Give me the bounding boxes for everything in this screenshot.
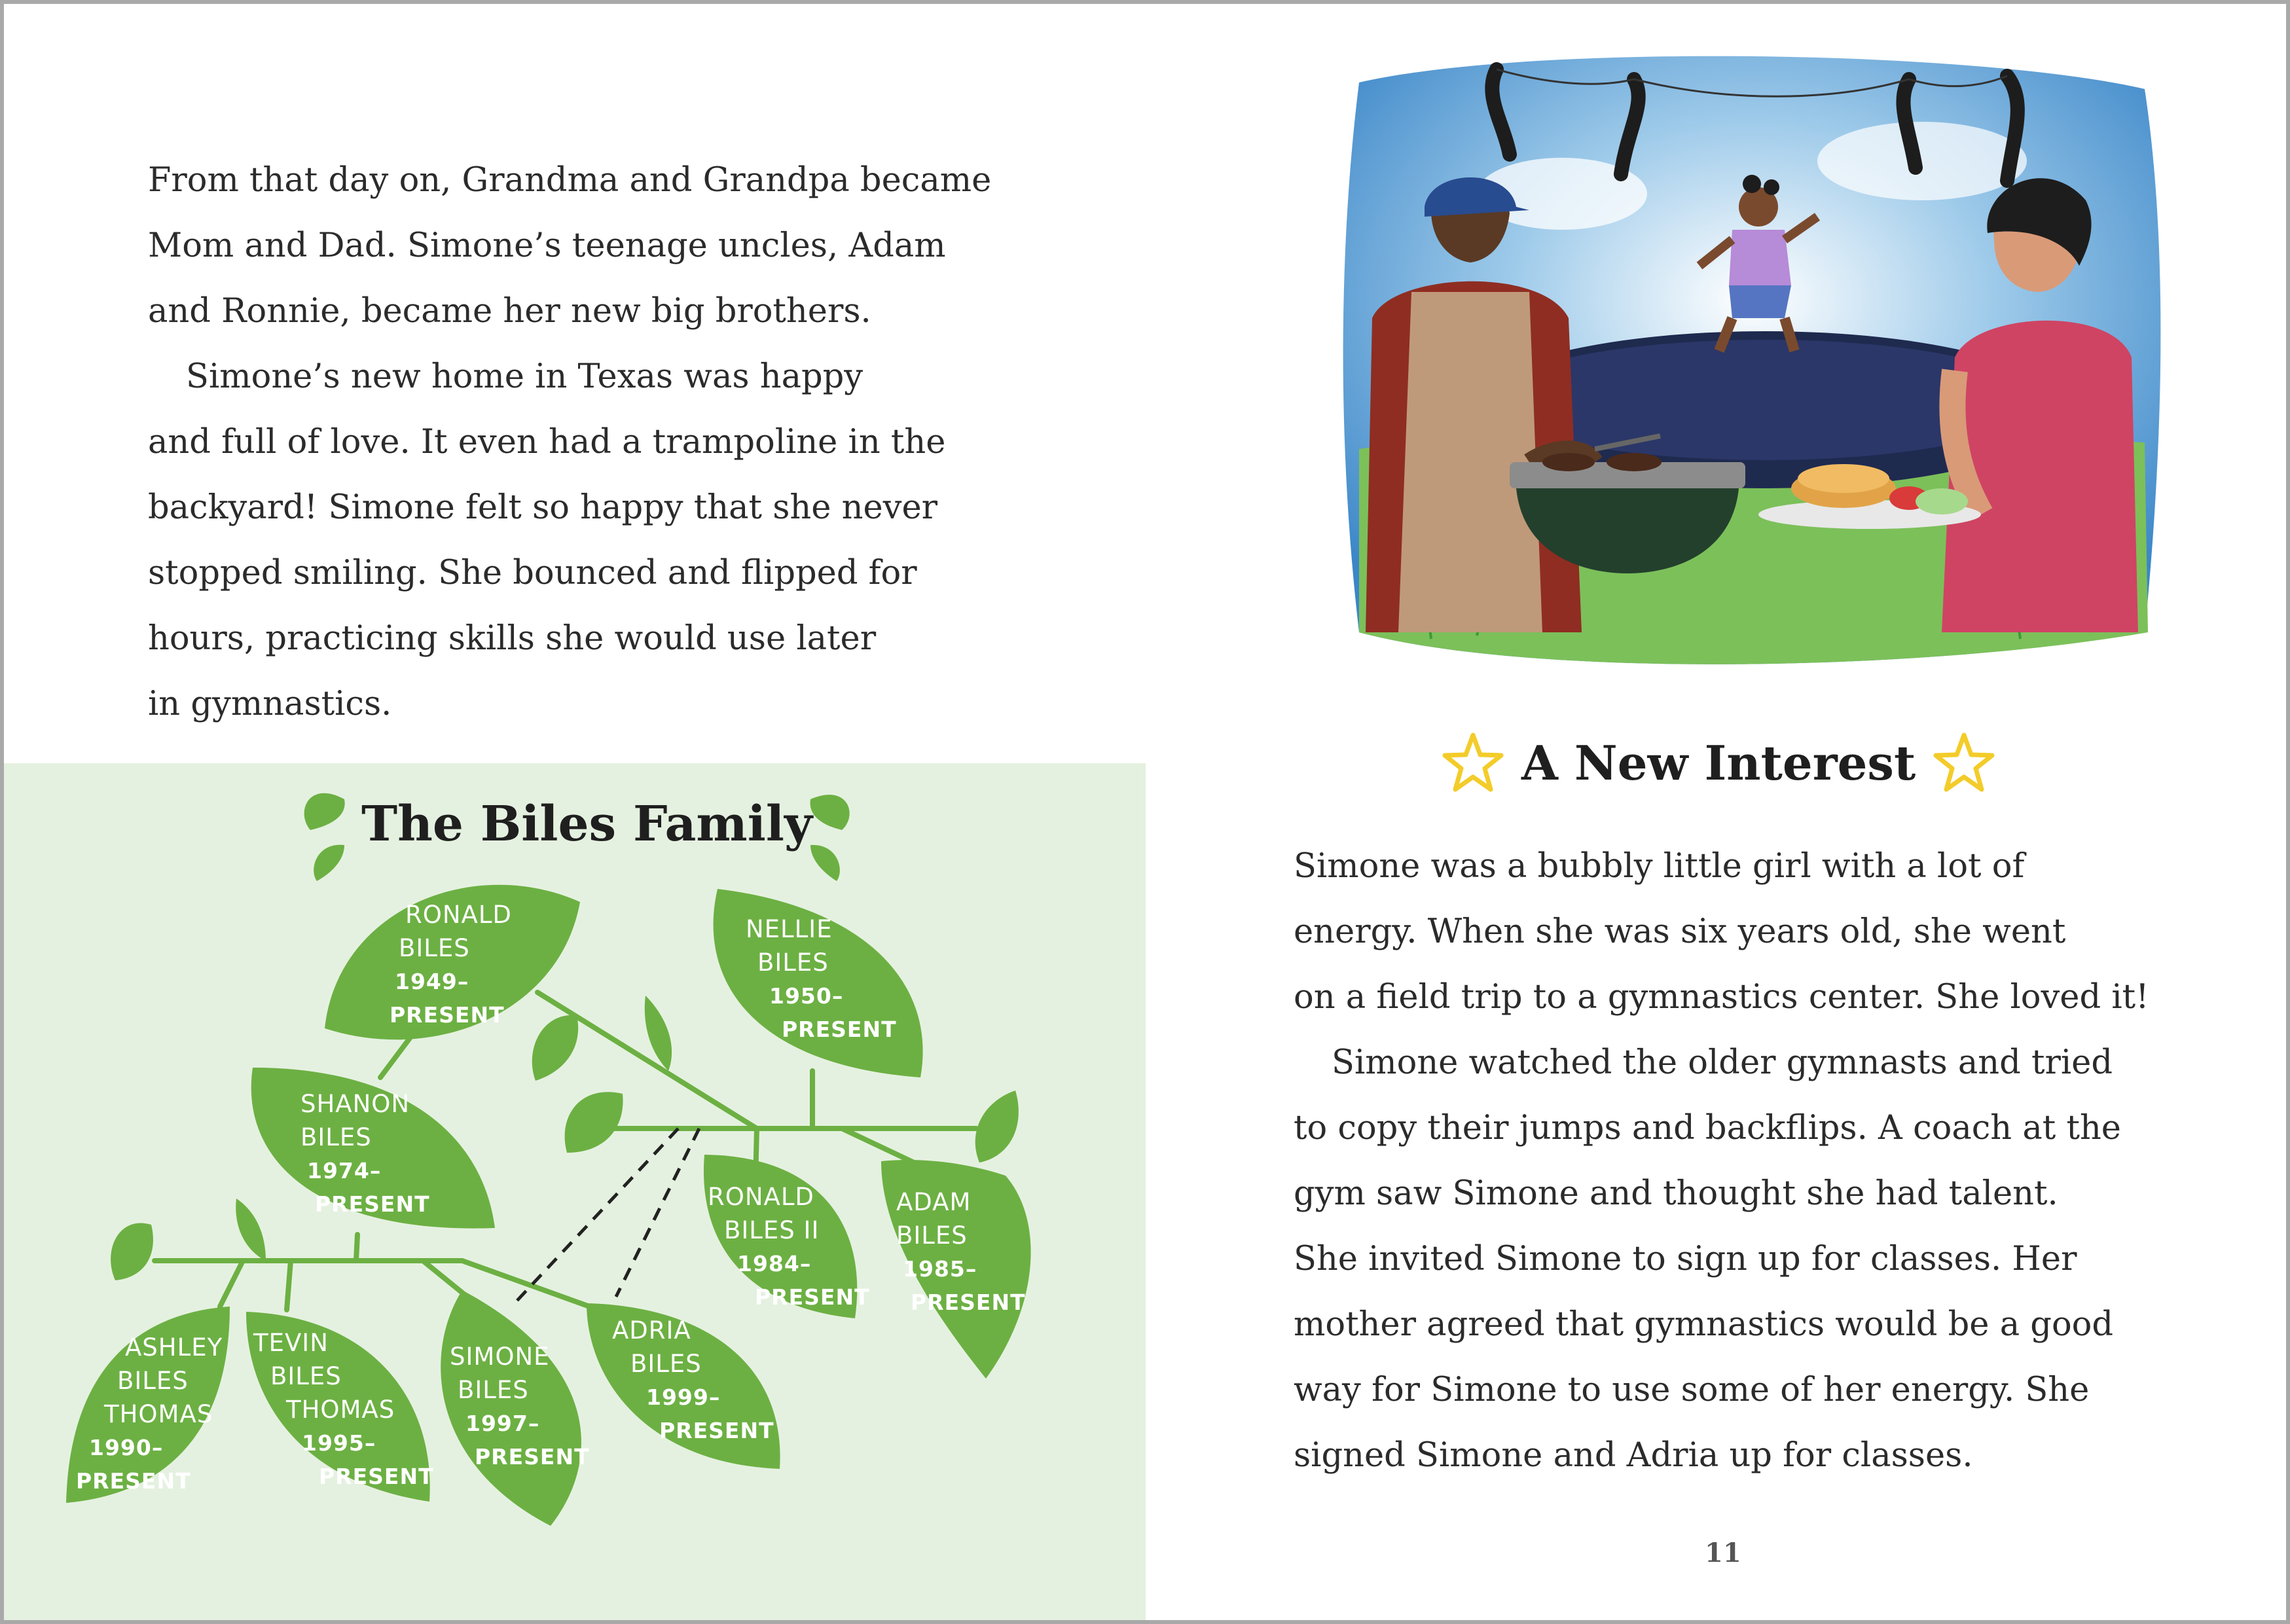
- star-icon: [1442, 731, 1504, 794]
- branch: [287, 1261, 291, 1310]
- text-line: and Ronnie, became her new big brothers.: [148, 292, 871, 331]
- member-years: 1949–: [395, 969, 469, 994]
- page-number: 11: [1705, 1538, 1741, 1568]
- branch: [220, 1261, 243, 1307]
- member-name: BILES: [757, 948, 829, 977]
- member-name: BILES: [896, 1221, 968, 1250]
- text-line: on a field trip to a gymnastics center. She loved it!: [1294, 978, 2149, 1017]
- member-name: BILES: [399, 934, 470, 962]
- text-line: hours, practicing skills she would use later: [148, 619, 877, 658]
- text-line: Simone was a bubbly little girl with a lot of: [1294, 847, 2025, 886]
- text-line: Simone watched the older gymnasts and tried: [1332, 1043, 2113, 1082]
- member-years: PRESENT: [755, 1284, 870, 1310]
- member-name: BILES: [270, 1362, 342, 1390]
- section-heading-text: A New Interest: [1521, 734, 1916, 791]
- right-paragraph-1: [1294, 834, 2149, 1030]
- member-nellie: [746, 912, 897, 1046]
- leaf-icon: [314, 845, 344, 881]
- star-icon: [1933, 731, 1995, 794]
- leaf-icon: [236, 1199, 266, 1261]
- text-line: Simone’s new home in Texas was happy: [186, 357, 863, 396]
- leaf-icon: [304, 793, 345, 830]
- member-years: PRESENT: [659, 1418, 774, 1443]
- text-line: in gymnastics.: [148, 685, 392, 723]
- branch: [380, 1038, 410, 1077]
- member-name: ADRIA: [612, 1316, 691, 1344]
- text-line: way for Simone to use some of her energy. She: [1294, 1371, 2090, 1409]
- member-years: 1999–: [646, 1384, 721, 1410]
- book-spread: [4, 4, 2286, 1620]
- member-simone: [450, 1340, 590, 1473]
- member-ashley: [76, 1331, 223, 1498]
- member-years: 1995–: [302, 1430, 376, 1456]
- branch: [842, 1128, 914, 1163]
- member-tevin: [253, 1326, 434, 1493]
- member-name: ASHLEY: [125, 1333, 223, 1362]
- dashed-line: [515, 1128, 678, 1303]
- member-years: PRESENT: [76, 1468, 191, 1494]
- member-years: PRESENT: [475, 1444, 590, 1470]
- section-heading: [1442, 731, 2286, 794]
- member-years: PRESENT: [390, 1002, 505, 1028]
- member-name: SIMONE: [450, 1343, 550, 1371]
- member-years: PRESENT: [911, 1290, 1026, 1315]
- member-years: 1997–: [465, 1411, 540, 1436]
- member-name: BILES: [630, 1350, 702, 1378]
- member-ronald: [390, 898, 512, 1032]
- text-line: signed Simone and Adria up for classes.: [1294, 1436, 1973, 1475]
- member-name: RONALD: [708, 1183, 814, 1211]
- member-name: BILES: [458, 1376, 529, 1404]
- member-years: 1985–: [903, 1256, 977, 1282]
- backyard-illustration: [1333, 43, 2171, 691]
- member-ronald2: [708, 1180, 870, 1314]
- member-name: TEVIN: [253, 1329, 329, 1357]
- text-line: Mom and Dad. Simone’s teenage uncles, Adam: [148, 226, 946, 265]
- member-name: SHANON: [300, 1090, 410, 1118]
- text-line: She invited Simone to sign up for classes. Her: [1294, 1240, 2077, 1278]
- member-years: 1974–: [307, 1158, 382, 1183]
- member-years: PRESENT: [782, 1017, 897, 1042]
- member-years: PRESENT: [319, 1464, 434, 1489]
- text-line: backyard! Simone felt so happy that she never: [148, 488, 938, 527]
- dashed-line: [616, 1128, 699, 1297]
- member-name: BILES: [117, 1367, 189, 1395]
- member-name: THOMAS: [104, 1400, 213, 1428]
- text-line: energy. When she was six years old, she went: [1294, 912, 2066, 951]
- member-name: NELLIE: [746, 915, 833, 943]
- leaf-icon: [565, 1092, 623, 1153]
- member-name: THOMAS: [286, 1396, 395, 1424]
- member-name: BILES II: [724, 1216, 820, 1244]
- text-line: From that day on, Grandma and Grandpa became: [148, 161, 992, 200]
- cloud: [1817, 122, 2027, 200]
- leaf-icon: [975, 1091, 1019, 1163]
- right-paragraph-2: [1294, 1030, 2121, 1489]
- text-line: to copy their jumps and backflips. A coach at the: [1294, 1109, 2121, 1147]
- member-years: 1950–: [769, 983, 844, 1009]
- leaf-icon: [810, 845, 840, 881]
- leaf-icon: [532, 1015, 578, 1081]
- member-years: 1984–: [737, 1251, 812, 1276]
- member-name: ADAM: [896, 1188, 972, 1216]
- member-name: RONALD: [405, 901, 512, 929]
- member-shanon: [300, 1087, 430, 1221]
- branch: [356, 1235, 357, 1261]
- leaf-icon: [810, 795, 850, 830]
- family-tree-title: The Biles Family: [361, 796, 812, 852]
- member-years: PRESENT: [315, 1191, 430, 1217]
- member-years: 1990–: [89, 1435, 164, 1460]
- member-adria: [612, 1314, 774, 1447]
- text-line: mother agreed that gymnastics would be a good: [1294, 1305, 2114, 1344]
- text-line: gym saw Simone and thought she had talent.: [1294, 1174, 2058, 1213]
- text-line: and full of love. It even had a trampoline in the: [148, 423, 946, 461]
- text-line: stopped smiling. She bounced and flipped for: [148, 554, 917, 592]
- member-adam: [896, 1185, 1026, 1319]
- leaf-icon: [111, 1223, 153, 1280]
- adoption-dashed-lines: [515, 1128, 699, 1303]
- member-name: BILES: [300, 1123, 372, 1151]
